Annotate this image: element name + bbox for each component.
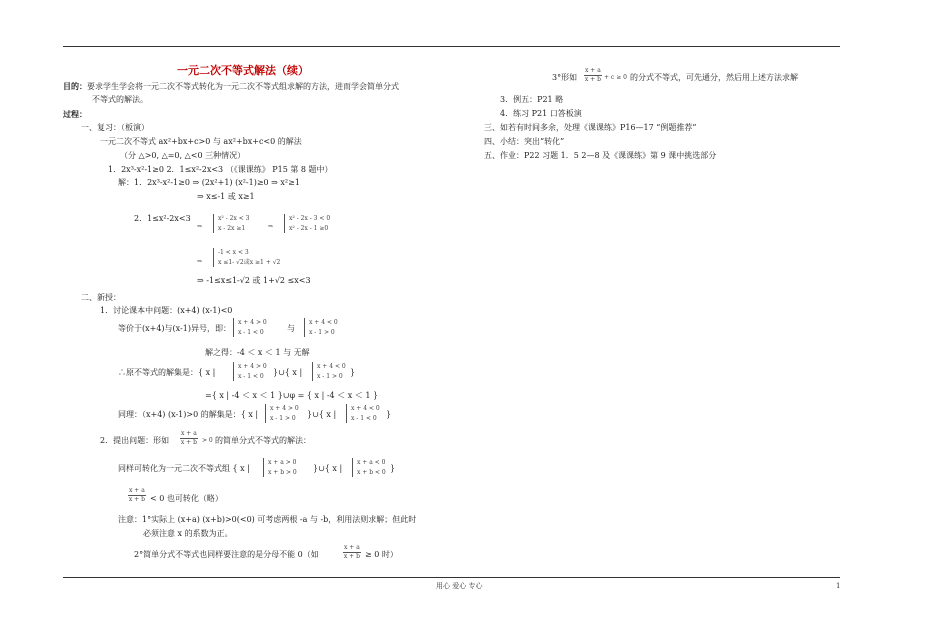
fraction xyxy=(343,545,361,560)
system-row: x + 4 < 0 xyxy=(351,405,380,412)
t2-system-b xyxy=(352,458,386,477)
page-title: 一元二次不等式解法（续） xyxy=(177,64,309,77)
system-2a xyxy=(213,214,250,233)
system-row: x + 4 < 0 xyxy=(317,363,346,370)
system-row: x - 1 > 0 xyxy=(270,414,296,422)
system-row: x - 1 > 0 xyxy=(317,372,343,380)
topic-1-equiv: 等价于(x+4)与(x-1)异号，即： xyxy=(118,324,231,333)
system-2a-row: x - 2x ≥1 xyxy=(218,224,246,232)
topic-2-tail: 的简单分式不等式的解法： xyxy=(215,436,311,445)
right-line-2: 3．例五：P21 略 xyxy=(500,95,564,104)
system-1a-row: x + 4 > 0 xyxy=(238,319,267,326)
right-line-5: 四、小结：突出“转化” xyxy=(484,137,565,146)
same-system-b xyxy=(346,404,380,423)
fraction xyxy=(128,488,146,503)
note-2: 2°简单分式不等式也同样要注意的是分母不能 0（如 xyxy=(134,550,319,559)
system-row: x + a < 0 xyxy=(357,459,386,466)
union-mid: }∪{ x | xyxy=(307,410,337,419)
t2-system-a xyxy=(263,458,297,477)
goal-line-2: 不等式的解法。 xyxy=(92,95,148,104)
set-close: } xyxy=(386,410,392,419)
page-number: 1 xyxy=(836,582,841,590)
new-heading: 二、新授： xyxy=(81,293,121,302)
fraction-numerator: x + a xyxy=(344,544,360,551)
fraction-numerator: x + a xyxy=(129,487,145,494)
solution-set-system-b xyxy=(312,362,346,381)
union-mid: }∪{ x | xyxy=(273,368,303,377)
system-2b xyxy=(284,214,330,233)
review-heading: 一、复习：（板演） xyxy=(81,123,149,132)
right-line-6: 五、作业：P22 习题 1．5 2—8 及《课课练》第 9 课中挑选部分 xyxy=(484,151,717,160)
right-line-3: 4．练习 P21 口答板演 xyxy=(500,109,582,118)
goal-label: 目的： xyxy=(63,81,87,91)
system-1b xyxy=(304,318,338,337)
topic-2: 2．提出问题：形如 xyxy=(100,436,170,445)
process-label: 过程： xyxy=(63,109,87,119)
fraction-numerator: x + a xyxy=(181,430,197,437)
fraction xyxy=(584,68,602,83)
system-1a-row: x - 1 < 0 xyxy=(238,328,264,336)
fraction xyxy=(180,431,198,446)
implies-symbol: ⇒ xyxy=(197,223,203,230)
right-line-1-pre: 3°形如 xyxy=(552,73,578,82)
fraction-denominator: x + b xyxy=(343,553,360,560)
goal-line-1 xyxy=(63,82,399,91)
note-2-tail: ≥ 0 时） xyxy=(365,550,398,559)
topic-1: 1．讨论课本中问题：(x+4) (x-1)<0 xyxy=(100,306,233,315)
solution-set-system-a xyxy=(233,362,267,381)
review-intro: 一元二次不等式 ax²+bx+c>0 与 ax²+bx+c<0 的解法 xyxy=(100,137,302,146)
union-mid: }∪{ x | xyxy=(313,464,343,473)
system-2c-row: x ≤1- √2或x ≥1 + √2 xyxy=(218,258,281,266)
system-row: x + b > 0 xyxy=(268,468,297,476)
fraction-denominator: x + b xyxy=(180,439,197,446)
system-1b-row: x - 1 > 0 xyxy=(309,328,335,336)
system-2c-row: -1 < x < 3 xyxy=(218,249,249,256)
header-rule xyxy=(63,46,840,47)
topic-1-solve: 解之得：-4 ＜ x ＜ 1 与 无解 xyxy=(205,348,310,357)
footer-center: 用心 爱心 专心 xyxy=(436,582,483,590)
system-2b-row: x² - 2x - 3 < 0 xyxy=(289,215,331,222)
system-2b-row: x² - 2x - 1 ≥0 xyxy=(289,224,329,232)
implies-symbol: ⇒ xyxy=(268,223,274,230)
system-row: x - 1 < 0 xyxy=(238,372,264,380)
implies-symbol: ⇒ xyxy=(197,258,203,265)
system-1b-row: x + 4 < 0 xyxy=(309,319,338,326)
fraction-denominator: x + b xyxy=(128,496,145,503)
solution-set-2: ={ x | -4 ＜ x ＜ 1 }∪φ = { x | -4 ＜ x ＜ 1 } xyxy=(205,391,379,400)
solution-1-line-2: ⇒ x≤-1 或 x≥1 xyxy=(197,192,255,201)
system-row: x + 4 > 0 xyxy=(238,363,267,370)
fraction-tail: + c ≥ 0 xyxy=(604,74,627,81)
set-close: } xyxy=(390,464,396,473)
note-1b: 必须注意 x 的系数为正。 xyxy=(143,529,233,538)
system-2c xyxy=(213,248,280,267)
system-row: x + a > 0 xyxy=(268,459,297,466)
set-close: } xyxy=(350,368,356,377)
system-row: x + b < 0 xyxy=(357,468,386,476)
review-cases: （分 △>0, △=0, △<0 三种情况） xyxy=(120,151,246,160)
fraction-denominator: x + b xyxy=(584,76,601,83)
same-reason: 同理：（x+4) (x-1)>0 的解集是：{ x | xyxy=(118,410,259,419)
goal-text: 要求学生学会将一元二次不等式转化为一元二次不等式组求解的方法，进而学会简单分式 xyxy=(87,82,399,91)
system-1a xyxy=(233,318,267,337)
solution-set-label: ∴原不等式的解集是：{ x | xyxy=(118,368,216,377)
solution-2-label: 2．1≤x²-2x<3 xyxy=(134,214,191,223)
same-system-a xyxy=(265,404,299,423)
solution-1-line-1: 解：1．2x³-x²-1≥0 ⇒ (2x²+1) (x²-1)≥0 ⇒ x²≥1 xyxy=(118,178,300,187)
footer-rule xyxy=(63,577,840,578)
right-line-1-post: 的分式不等式，可先通分，然后用上述方法求解 xyxy=(630,73,798,82)
fraction-tail: > 0 xyxy=(202,437,213,444)
system-row: x + 4 > 0 xyxy=(270,405,299,412)
topic-2-line: 同样可转化为一元二次不等式组 { x | xyxy=(118,464,250,473)
system-2a-row: x² - 2x < 3 xyxy=(218,215,250,222)
note-1: 注意：1°实际上 (x+a) (x+b)>0(<0) 可考虑两根 -a 与 -b，利用法则求解；但此时 xyxy=(118,515,417,524)
fraction-numerator: x + a xyxy=(585,67,601,74)
and-word: 与 xyxy=(287,324,295,333)
system-row: x - 1 < 0 xyxy=(351,414,377,422)
solution-2-result: ⇒ -1≤x≤1-√2 或 1+√2 ≤x<3 xyxy=(197,276,311,285)
review-examples: 1．2x³-x²-1≥0 2．1≤x²-2x<3 （《课课练》 P15 第 8 题中） xyxy=(108,165,333,174)
lt-zero-note: < 0 也可转化（略） xyxy=(150,494,223,503)
right-line-4: 三、如若有时间多余，处理《课课练》P16—17 “例题推荐” xyxy=(484,123,697,132)
